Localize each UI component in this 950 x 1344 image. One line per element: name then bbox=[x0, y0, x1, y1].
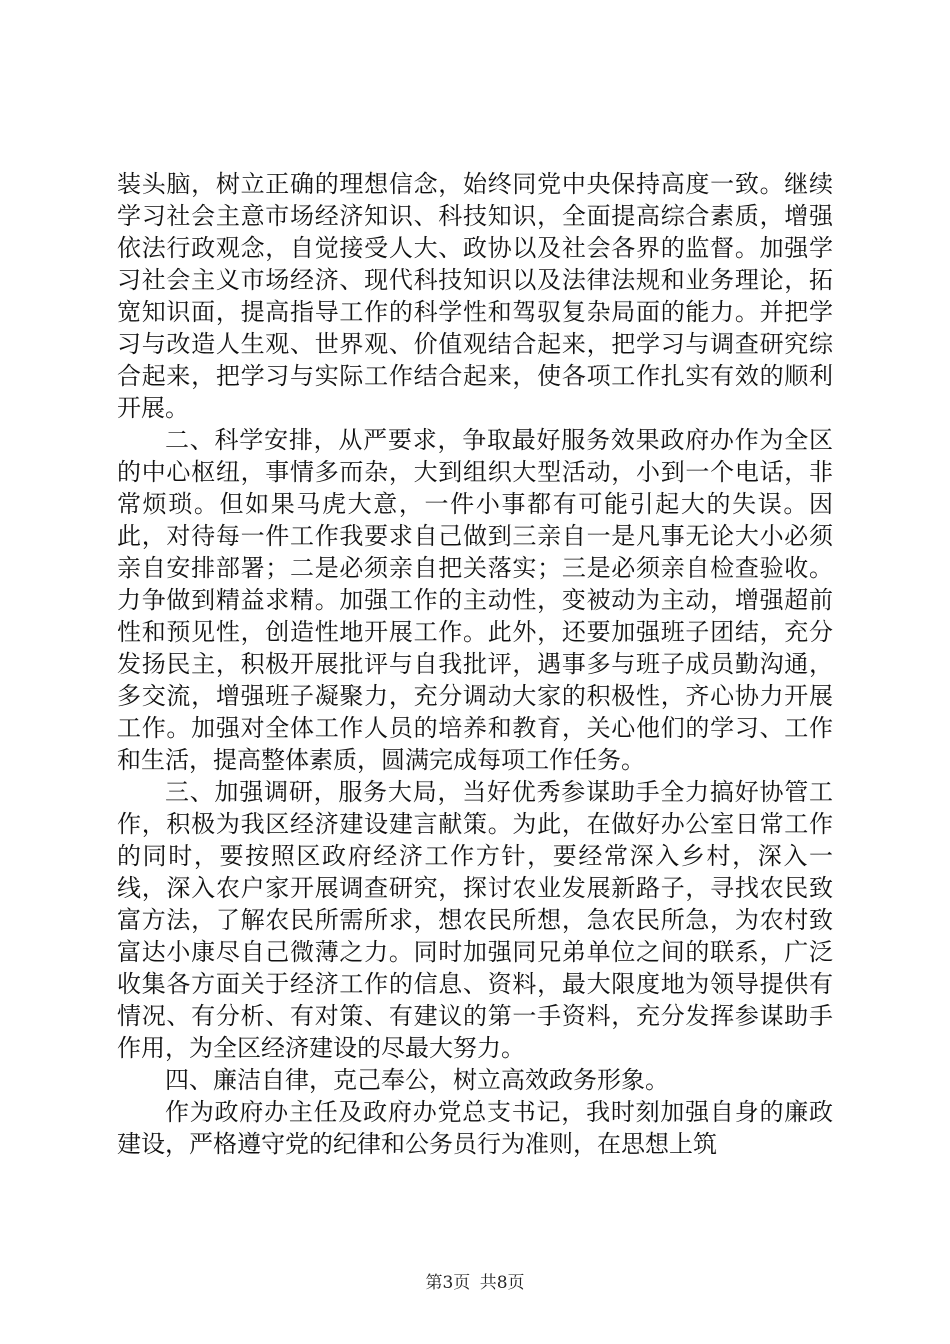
paragraph-section-two: 二、科学安排，从严要求，争取最好服务效果政府办作为全区的中心枢纽，事情多而杂，大到组织大型活动，小到一个电话，非常烦琐。但如果马虎大意，一件小事都有可能引起大的失误。因此，对待每一件工作我要求自己做到三亲自一是凡事无论大小必须亲自安排部署；二是必须亲自把关落实；三是必须亲自检查验收。力争做到精益求精。加强工作的主动性，变被动为主动，增强超前性和预见性，创造性地开展工作。此外，还要加强班子团结，充分发扬民主，积极开展批评与自我批评，遇事多与班子成员勤沟通，多交流，增强班子凝聚力，充分调动大家的积极性，齐心协力开展工作。加强对全体工作人员的培养和教育，关心他们的学习、工作和生活，提高整体素质，圆满完成每项工作任务。 bbox=[117, 426, 833, 774]
paragraph-section-four-body: 作为政府办主任及政府办党总支书记，我时刻加强自身的廉政建设，严格遵守党的纪律和公务员行为准则，在思想上筑 bbox=[117, 1098, 833, 1158]
paragraph-continuation: 装头脑，树立正确的理想信念，始终同党中央保持高度一致。继续学习社会主意市场经济知识、科技知识，全面提高综合素质，增强依法行政观念，自觉接受人大、政协以及社会各界的监督。加强学习社会主义市场经济、现代科技知识以及法律法规和业务理论，拓宽知识面，提高指导工作的科学性和驾驭复杂局面的能力。并把学习与改造人生观、世界观、价值观结合起来，把学习与调查研究综合起来，把学习与实际工作结合起来，使各项工作扎实有效的顺利开展。 bbox=[117, 170, 833, 422]
paragraph-section-four-heading: 四、廉洁自律，克己奉公，树立高效政务形象。 bbox=[165, 1066, 669, 1094]
page-number: 第3页 bbox=[425, 1273, 471, 1293]
paragraph-section-three: 三、加强调研，服务大局，当好优秀参谋助手全力搞好协管工作，积极为我区经济建设建言献策。为此，在做好办公室日常工作的同时，要按照区政府经济工作方针，要经常深入乡村，深入一线，深入农户家开展调查研究，探讨农业发展新路子，寻找农民致富方法，了解农民所需所求，想农民所想，急农民所急，为农村致富达小康尽自己微薄之力。同时加强同兄弟单位之间的联系，广泛收集各方面关于经济工作的信息、资料，最大限度地为领导提供有情况、有分析、有对策、有建议的第一手资料，充分发挥参谋助手作用，为全区经济建设的尽最大努力。 bbox=[117, 778, 833, 1062]
page-total: 共8页 bbox=[479, 1273, 525, 1293]
page-footer bbox=[0, 1268, 950, 1293]
body-text bbox=[117, 168, 833, 1160]
